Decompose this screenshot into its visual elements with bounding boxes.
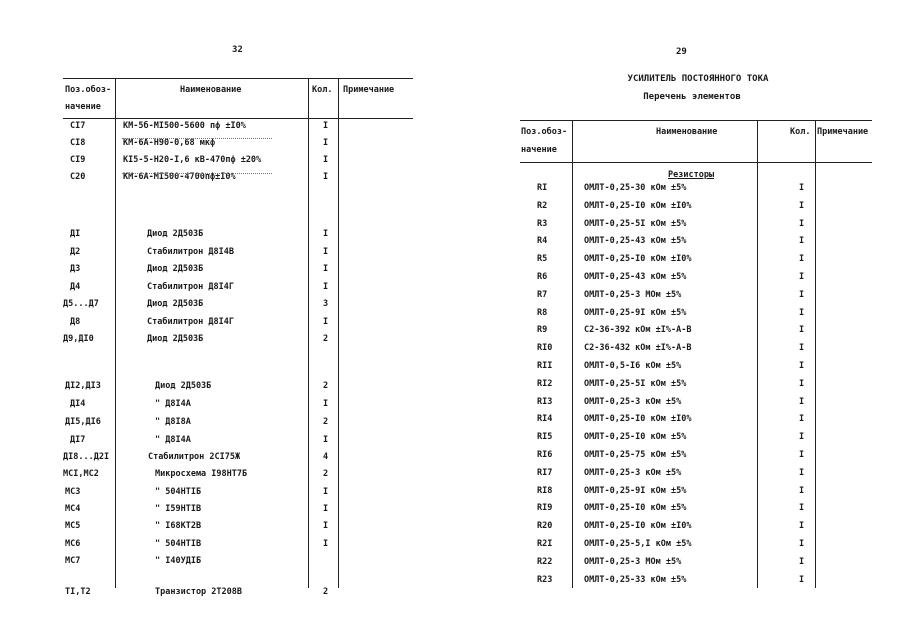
row-name: Стабилитрон Д8I4Г bbox=[147, 317, 234, 327]
row-quantity: I bbox=[799, 450, 805, 460]
row-position-designator: RI4 bbox=[537, 414, 553, 425]
left-header-qty: Кол. bbox=[312, 85, 333, 95]
row-quantity: I bbox=[799, 183, 805, 193]
row-name: ОМЛТ-0,25-I0 кОм ±I0% bbox=[584, 200, 692, 211]
left-header-pos-2: начение bbox=[65, 102, 101, 112]
right-header-qty: Кол. bbox=[790, 127, 811, 137]
row-position-designator: RI8 bbox=[537, 485, 553, 496]
row-position-designator: RI9 bbox=[537, 503, 553, 514]
row-position-designator: R2I bbox=[537, 539, 553, 549]
row-quantity: I bbox=[799, 218, 805, 229]
row-name: КМ-6А-Н90-0,68 мкф bbox=[123, 138, 216, 148]
document-title: УСИЛИТЕЛЬ ПОСТОЯННОГО ТОКА bbox=[627, 74, 769, 84]
row-quantity: I bbox=[799, 539, 805, 549]
row-quantity: I bbox=[799, 503, 805, 514]
row-position-designator: R3 bbox=[537, 218, 548, 229]
row-quantity: I bbox=[799, 485, 805, 496]
section-heading-resistors: Резисторы bbox=[668, 170, 715, 180]
row-name: КI5-5-Н20-I,6 кВ-470пф ±20% bbox=[123, 155, 262, 165]
row-name: ОМЛТ-0,25-75 кОм ±5% bbox=[584, 450, 687, 460]
row-name: С2-36-392 кОм ±I%-А-В bbox=[584, 325, 692, 336]
right-header-pos-2: начение bbox=[521, 145, 557, 155]
row-quantity: I bbox=[799, 254, 805, 265]
row-position-designator: Д4 bbox=[70, 282, 81, 292]
row-name: ОМЛТ-0,25-I0 кОм ±I0% bbox=[584, 521, 692, 532]
document-subtitle: Перечень элементов bbox=[643, 92, 741, 102]
left-dotted-rule bbox=[122, 138, 272, 139]
row-name: Стабилитрон Д8I4В bbox=[147, 247, 234, 257]
row-position-designator: МС4 bbox=[65, 504, 81, 514]
row-name: ОМЛТ-0,25-9I кОм ±5% bbox=[584, 307, 687, 318]
row-position-designator: R2 bbox=[537, 200, 548, 211]
row-name: КМ-5б-МI500-5600 пф ±I0% bbox=[123, 121, 246, 131]
row-name: ОМЛТ-0,25-43 кОм ±5% bbox=[584, 236, 687, 247]
row-quantity: 4 bbox=[323, 452, 329, 462]
row-quantity: I bbox=[799, 272, 805, 282]
row-name: " 504НТIБ bbox=[155, 487, 202, 497]
row-quantity: 2 bbox=[323, 381, 329, 391]
row-position-designator: CI9 bbox=[70, 155, 86, 165]
row-position-designator: RII bbox=[537, 361, 553, 371]
row-position-designator: МС3 bbox=[65, 487, 81, 497]
row-position-designator: МС6 bbox=[65, 539, 81, 549]
row-quantity: I bbox=[323, 504, 329, 514]
row-name: " I40УДIБ bbox=[155, 556, 202, 566]
row-position-designator: Д9,ДI0 bbox=[63, 334, 94, 344]
row-name: ОМЛТ-0,25-5,I кОм ±5% bbox=[584, 539, 692, 549]
row-quantity: I bbox=[323, 172, 329, 182]
row-position-designator: ДI bbox=[70, 229, 81, 239]
row-quantity: I bbox=[323, 521, 329, 531]
right-header-name: Наименование bbox=[656, 127, 718, 137]
row-name: С2-36-432 кОм ±I%-А-В bbox=[584, 343, 692, 354]
row-quantity: I bbox=[799, 556, 805, 567]
row-quantity: I bbox=[799, 289, 805, 300]
row-name: ОМЛТ-0,25-3 МОм ±5% bbox=[584, 556, 682, 567]
row-quantity: I bbox=[323, 121, 329, 131]
row-position-designator: RI5 bbox=[537, 432, 553, 443]
row-name: " I68КТ2В bbox=[155, 521, 202, 531]
row-position-designator: CI7 bbox=[70, 121, 86, 131]
row-name: " Д8I8А bbox=[155, 417, 191, 427]
row-quantity: I bbox=[323, 487, 329, 497]
row-quantity: I bbox=[323, 229, 329, 239]
row-name: Диод 2Д503Б bbox=[147, 264, 204, 274]
row-name: КМ-6А-МI500-4700пф±I0% bbox=[123, 172, 236, 182]
row-quantity: I bbox=[799, 521, 805, 532]
row-quantity: 3 bbox=[323, 299, 329, 309]
row-position-designator: ТI,Т2 bbox=[65, 587, 91, 597]
row-name: ОМЛТ-0,25-9I кОм ±5% bbox=[584, 485, 687, 496]
row-position-designator: R7 bbox=[537, 289, 548, 300]
row-name: ОМЛТ-0,25-I0 кОм ±5% bbox=[584, 503, 687, 514]
row-quantity: I bbox=[799, 378, 805, 389]
row-name: Стабилитрон 2СI75Ж bbox=[148, 452, 241, 462]
row-quantity: I bbox=[323, 264, 329, 274]
row-position-designator: RI2 bbox=[537, 378, 553, 389]
row-quantity: I bbox=[323, 399, 329, 409]
right-header-note: Примечание bbox=[817, 127, 869, 137]
right-col-divider-3 bbox=[815, 120, 816, 588]
row-name: Диод 2Д503Б bbox=[147, 229, 204, 239]
row-quantity: I bbox=[799, 361, 805, 371]
row-quantity: I bbox=[323, 539, 329, 549]
left-header-name: Наименование bbox=[180, 85, 242, 95]
row-position-designator: R6 bbox=[537, 272, 548, 282]
row-name: " Д8I4А bbox=[155, 435, 191, 445]
row-position-designator: ДI8...Д2I bbox=[63, 452, 110, 462]
row-position-designator: R22 bbox=[537, 556, 553, 567]
row-position-designator: Д8 bbox=[70, 317, 81, 327]
row-name: Стабилитрон Д8I4Г bbox=[147, 282, 234, 292]
row-quantity: I bbox=[323, 155, 329, 165]
right-col-divider-1 bbox=[572, 120, 573, 588]
left-dotted-rule bbox=[122, 173, 272, 174]
row-position-designator: Д3 bbox=[70, 264, 81, 274]
row-quantity: I bbox=[323, 247, 329, 257]
row-position-designator: Д5...Д7 bbox=[63, 299, 99, 309]
row-position-designator: RI6 bbox=[537, 450, 553, 460]
row-quantity: I bbox=[323, 282, 329, 292]
row-quantity: I bbox=[799, 432, 805, 443]
row-quantity: 2 bbox=[323, 587, 329, 597]
row-name: Транзистор 2Т208В bbox=[155, 587, 242, 597]
left-col-divider-2 bbox=[308, 78, 309, 588]
row-quantity: I bbox=[323, 435, 329, 445]
row-position-designator: ДI2,ДI3 bbox=[65, 381, 101, 391]
row-position-designator: R23 bbox=[537, 574, 553, 585]
row-quantity: 2 bbox=[323, 469, 329, 479]
row-position-designator: C20 bbox=[70, 172, 86, 182]
row-position-designator: МС7 bbox=[65, 556, 81, 566]
row-name: ОМЛТ-0,25-3 кОм ±5% bbox=[584, 467, 682, 478]
row-position-designator: R9 bbox=[537, 325, 548, 336]
row-name: ОМЛТ-0,25-5I кОм ±5% bbox=[584, 218, 687, 229]
row-name: ОМЛТ-0,25-I0 кОм ±I0% bbox=[584, 254, 692, 265]
right-page-number: 29 bbox=[676, 47, 687, 57]
row-name: ОМЛТ-0,25-30 кОм ±5% bbox=[584, 183, 687, 193]
row-position-designator: ДI5,ДI6 bbox=[65, 417, 101, 427]
row-position-designator: R4 bbox=[537, 236, 548, 247]
row-quantity: 2 bbox=[323, 334, 329, 344]
row-name: ОМЛТ-0,25-3 МОм ±5% bbox=[584, 289, 682, 300]
row-quantity: I bbox=[799, 414, 805, 425]
row-name: Диод 2Д503Б bbox=[147, 299, 204, 309]
row-position-designator: CI8 bbox=[70, 138, 86, 148]
row-name: " 504НТIВ bbox=[155, 539, 202, 549]
row-quantity: I bbox=[799, 467, 805, 478]
row-name: ОМЛТ-0,25-33 кОм ±5% bbox=[584, 574, 687, 585]
right-col-divider-2 bbox=[757, 120, 758, 588]
row-name: ОМЛТ-0,25-3 кОм ±5% bbox=[584, 396, 682, 407]
row-position-designator: ДI4 bbox=[70, 399, 86, 409]
left-page-number: 32 bbox=[232, 45, 243, 55]
left-header-pos-1: Поз.обоз- bbox=[65, 85, 112, 95]
row-quantity: I bbox=[799, 307, 805, 318]
row-name: " I59НТIВ bbox=[155, 504, 202, 514]
row-name: ОМЛТ-0,25-I0 кОм ±I0% bbox=[584, 414, 692, 425]
row-position-designator: МСI,МС2 bbox=[63, 469, 99, 479]
right-header-pos-1: Поз.обоз- bbox=[521, 127, 568, 137]
row-position-designator: RI7 bbox=[537, 467, 553, 478]
row-quantity: I bbox=[799, 325, 805, 336]
row-name: ОМЛТ-0,25-I0 кОм ±5% bbox=[584, 432, 687, 443]
row-position-designator: R20 bbox=[537, 521, 553, 532]
left-col-divider-3 bbox=[338, 78, 339, 588]
row-position-designator: RI0 bbox=[537, 343, 553, 354]
row-name: ОМЛТ-0,5-I6 кОм ±5% bbox=[584, 361, 682, 371]
row-quantity: I bbox=[323, 138, 329, 148]
row-name: " Д8I4А bbox=[155, 399, 191, 409]
row-name: Микросхема I98НТ7Б bbox=[155, 469, 248, 479]
row-quantity: I bbox=[799, 343, 805, 354]
row-position-designator: RI3 bbox=[537, 396, 553, 407]
row-name: ОМЛТ-0,25-43 кОм ±5% bbox=[584, 272, 687, 282]
row-quantity: I bbox=[799, 574, 805, 585]
row-quantity: I bbox=[323, 317, 329, 327]
row-name: Диод 2Д503Б bbox=[147, 334, 204, 344]
left-header-note: Примечание bbox=[343, 85, 395, 95]
row-position-designator: RI bbox=[537, 183, 548, 193]
row-quantity: I bbox=[799, 236, 805, 247]
row-position-designator: Д2 bbox=[70, 247, 81, 257]
row-quantity: 2 bbox=[323, 417, 329, 427]
row-quantity: I bbox=[799, 200, 805, 211]
row-quantity: I bbox=[799, 396, 805, 407]
row-name: Диод 2Д503Б bbox=[155, 381, 212, 391]
left-col-divider-1 bbox=[115, 78, 116, 588]
row-position-designator: R8 bbox=[537, 307, 548, 318]
row-position-designator: ДI7 bbox=[70, 435, 86, 445]
row-name: ОМЛТ-0,25-5I кОм ±5% bbox=[584, 378, 687, 389]
row-position-designator: МС5 bbox=[65, 521, 81, 531]
row-position-designator: R5 bbox=[537, 254, 548, 265]
